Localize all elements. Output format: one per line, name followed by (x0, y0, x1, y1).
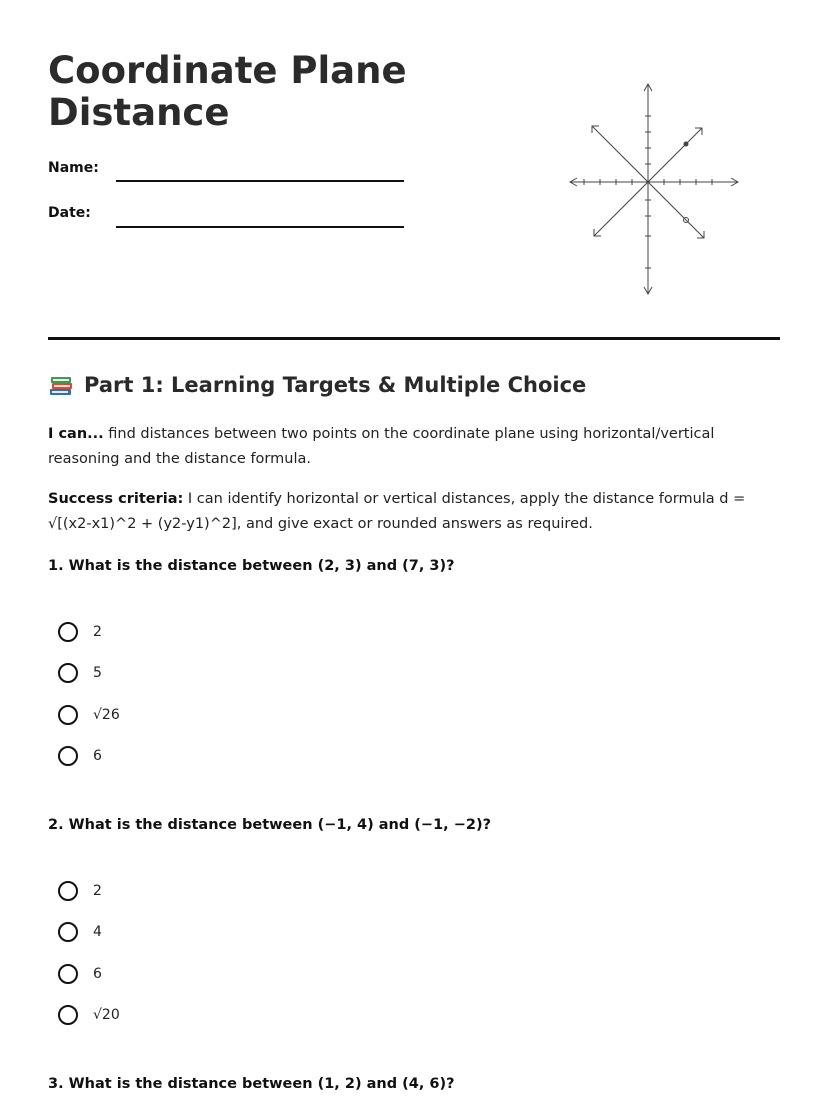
question-1-option-2[interactable] (58, 660, 102, 686)
question-2-option-4[interactable] (58, 1002, 120, 1028)
i-can-text: find distances between two points on the coordinate plane using horizontal/vertical reasoning and the distance formula. (48, 426, 715, 467)
option-label: √26 (93, 707, 120, 723)
question-1-option-3[interactable] (58, 702, 120, 728)
radio-button[interactable] (58, 1005, 78, 1025)
i-can-label: I can... (48, 426, 104, 442)
option-label: 6 (93, 748, 102, 764)
part1-heading-text: Part 1: Learning Targets & Multiple Choice (84, 373, 587, 397)
radio-button[interactable] (58, 922, 78, 942)
name-field[interactable] (116, 180, 404, 182)
radio-button[interactable] (58, 746, 78, 766)
question-1-option-4[interactable] (58, 743, 102, 769)
radio-button[interactable] (58, 622, 78, 642)
option-label: √20 (93, 1007, 120, 1023)
question-2-prompt: 2. What is the distance between (−1, 4) and (−1, −2)? (48, 817, 492, 833)
option-label: 4 (93, 924, 102, 940)
section-divider (48, 337, 780, 340)
part1-heading (48, 372, 586, 398)
question-3-prompt: 3. What is the distance between (1, 2) and (4, 6)? (48, 1076, 455, 1092)
name-label: Name: (48, 160, 99, 176)
radio-button[interactable] (58, 663, 78, 683)
success-criteria-text: I can identify horizontal or vertical distances, apply the distance formula d = √[(x2-x1)^2 + (y2-y1)^2], and give exact or rounded answers as required. (48, 491, 746, 532)
coordinate-plane-graph-icon (512, 56, 768, 312)
success-criteria (48, 487, 783, 536)
success-criteria-label: Success criteria: (48, 491, 184, 507)
radio-button[interactable] (58, 881, 78, 901)
worksheet-title: Coordinate Plane Distance (48, 49, 407, 134)
question-2-option-3[interactable] (58, 961, 102, 987)
option-label: 2 (93, 624, 102, 640)
date-label: Date: (48, 205, 91, 221)
question-2-option-2[interactable] (58, 919, 102, 945)
question-1-prompt: 1. What is the distance between (2, 3) and (7, 3)? (48, 558, 455, 574)
radio-button[interactable] (58, 964, 78, 984)
option-label: 5 (93, 665, 102, 681)
date-field[interactable] (116, 226, 404, 228)
learning-target (48, 422, 783, 471)
question-1-option-1[interactable] (58, 619, 102, 645)
question-2-option-1[interactable] (58, 878, 102, 904)
option-label: 6 (93, 966, 102, 982)
books-icon (48, 372, 74, 398)
radio-button[interactable] (58, 705, 78, 725)
option-label: 2 (93, 883, 102, 899)
